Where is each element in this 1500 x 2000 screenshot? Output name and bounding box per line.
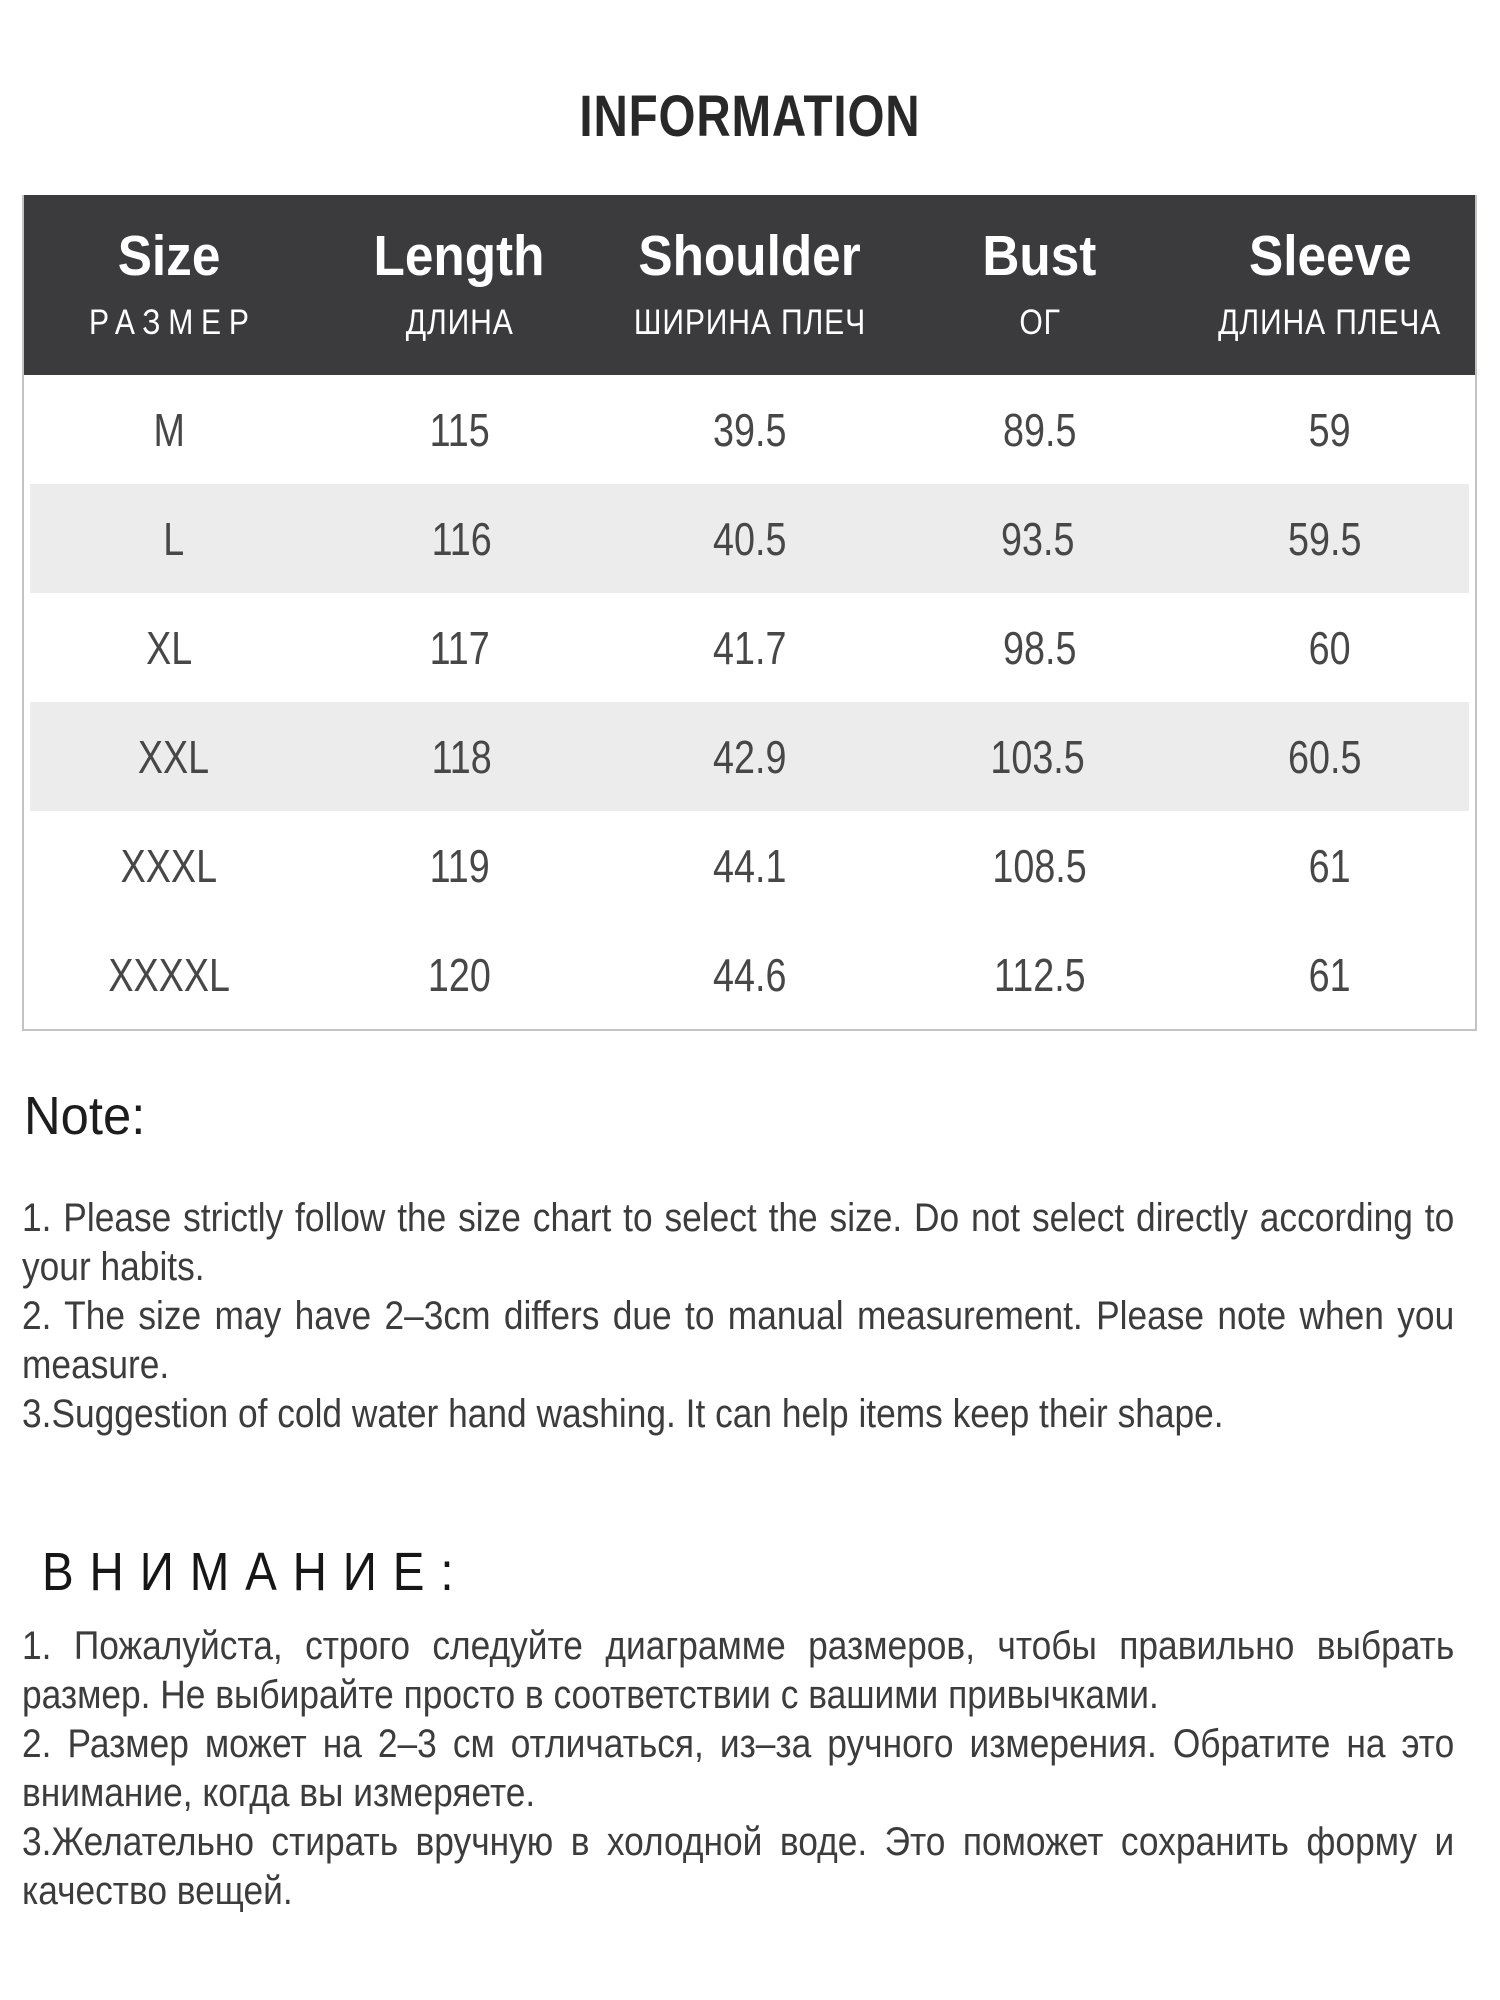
cell-bust (895, 403, 1185, 457)
cell-value: XXXXL (108, 948, 230, 1001)
cell-value: 108.5 (992, 839, 1087, 892)
cell-size (24, 948, 314, 1002)
column-label-en: Sleeve (1248, 224, 1412, 288)
cell-value: 98.5 (1002, 621, 1077, 674)
cell-length (318, 730, 606, 784)
cell-value: 60.5 (1288, 730, 1362, 783)
page-title-text: INFORMATION (579, 84, 921, 149)
cell-value: XL (146, 621, 193, 674)
cell-value: L (163, 512, 185, 565)
note-item: 1. Пожалуйста, строго следуйте диаграмме размеров, чтобы правильно выбрать размер. Не выбирайте просто в соответствии с вашими привычками. (22, 1624, 1455, 1717)
note-item: 2. The size may have 2–3cm differs due to manual measurement. Please note when you measure. (22, 1294, 1455, 1387)
cell-sleeve (1181, 512, 1469, 566)
table-row-l (24, 484, 1475, 593)
table-row-xl (24, 593, 1475, 702)
cell-sleeve (1185, 403, 1475, 457)
cell-bust (895, 621, 1185, 675)
cell-length (314, 403, 604, 457)
notes-ru-text (22, 1622, 1454, 1916)
cell-size (30, 730, 318, 784)
cell-value: 44.1 (712, 839, 787, 892)
cell-value: 116 (431, 512, 492, 565)
size-table-body (24, 375, 1475, 1029)
column-label-ru: РАЗМЕР (89, 303, 257, 342)
cell-value: XXL (138, 730, 210, 783)
column-header-shoulder (604, 195, 894, 375)
cell-sleeve (1185, 621, 1475, 675)
notes-ru-heading-text: ВНИМАНИЕ: (42, 1542, 470, 1602)
column-header-bust (895, 195, 1185, 375)
cell-length (318, 512, 606, 566)
table-row-xxxxl (24, 920, 1475, 1029)
column-label-ru: ДЛИНА (405, 303, 514, 342)
cell-shoulder (604, 948, 894, 1002)
cell-shoulder (604, 621, 894, 675)
cell-value: 59.5 (1288, 512, 1362, 565)
cell-shoulder (606, 730, 894, 784)
cell-value: 60 (1308, 621, 1351, 674)
column-header-length (314, 195, 604, 375)
note-item: 3.Желательно стирать вручную в холодной воде. Это поможет сохранить форму и качество вещей. (22, 1820, 1455, 1913)
page-title (0, 86, 1500, 148)
cell-sleeve (1185, 948, 1475, 1002)
cell-value: 93.5 (1000, 512, 1074, 565)
cell-length (314, 839, 604, 893)
notes-ru-section (22, 1622, 1454, 1916)
cell-value: XXXL (120, 839, 218, 892)
cell-value: 61 (1308, 839, 1351, 892)
cell-bust (895, 839, 1185, 893)
cell-value: 41.7 (712, 621, 787, 674)
table-row-m (24, 375, 1475, 484)
cell-value: 119 (429, 839, 490, 892)
notes-en-heading-text: Note: (24, 1086, 146, 1146)
column-header-size (24, 195, 314, 375)
cell-length (314, 621, 604, 675)
cell-value: 115 (429, 403, 490, 456)
cell-value: 61 (1308, 948, 1351, 1001)
notes-en-section (22, 1194, 1454, 1439)
table-row-xxxl (24, 811, 1475, 920)
note-item: 2. Размер может на 2–3 см отличаться, из–за ручного измерения. Обратите на это внимание, когда вы измеряете. (22, 1722, 1455, 1815)
size-table-header (24, 195, 1475, 375)
note-item: 3.Suggestion of cold water hand washing. It can help items keep their shape. (22, 1392, 1224, 1436)
cell-bust (893, 512, 1181, 566)
column-label-en: Bust (982, 224, 1097, 288)
table-row-xxl (24, 702, 1475, 811)
cell-value: 117 (429, 621, 490, 674)
cell-value: 89.5 (1002, 403, 1077, 456)
cell-value: M (153, 403, 185, 456)
cell-value: 112.5 (993, 948, 1086, 1001)
size-table (22, 195, 1477, 1031)
column-label-ru: ДЛИНА ПЛЕЧА (1218, 303, 1442, 342)
note-item: 1. Please strictly follow the size chart to select the size. Do not select directly according to your habits. (22, 1196, 1455, 1289)
cell-value: 118 (431, 730, 492, 783)
cell-value: 40.5 (712, 512, 787, 565)
column-header-sleeve (1185, 195, 1475, 375)
cell-size (24, 839, 314, 893)
cell-value: 39.5 (712, 403, 787, 456)
column-label-ru: ШИРИНА ПЛЕЧ (633, 303, 866, 342)
cell-shoulder (604, 403, 894, 457)
cell-shoulder (604, 839, 894, 893)
cell-length (314, 948, 604, 1002)
column-label-ru: ОГ (1018, 303, 1061, 342)
cell-bust (893, 730, 1181, 784)
cell-sleeve (1185, 839, 1475, 893)
cell-size (24, 403, 314, 457)
cell-value: 42.9 (712, 730, 787, 783)
column-label-en: Size (117, 224, 221, 288)
cell-bust (895, 948, 1185, 1002)
notes-en-heading (24, 1086, 153, 1146)
cell-sleeve (1181, 730, 1469, 784)
notes-en-text (22, 1194, 1454, 1439)
cell-value: 59 (1308, 403, 1351, 456)
notes-ru-heading (42, 1542, 528, 1602)
cell-value: 103.5 (990, 730, 1085, 783)
cell-size (24, 621, 314, 675)
cell-size (30, 512, 318, 566)
column-label-en: Shoulder (638, 224, 861, 288)
cell-value: 120 (427, 948, 491, 1001)
column-label-en: Length (373, 224, 545, 288)
cell-value: 44.6 (712, 948, 787, 1001)
cell-shoulder (606, 512, 894, 566)
